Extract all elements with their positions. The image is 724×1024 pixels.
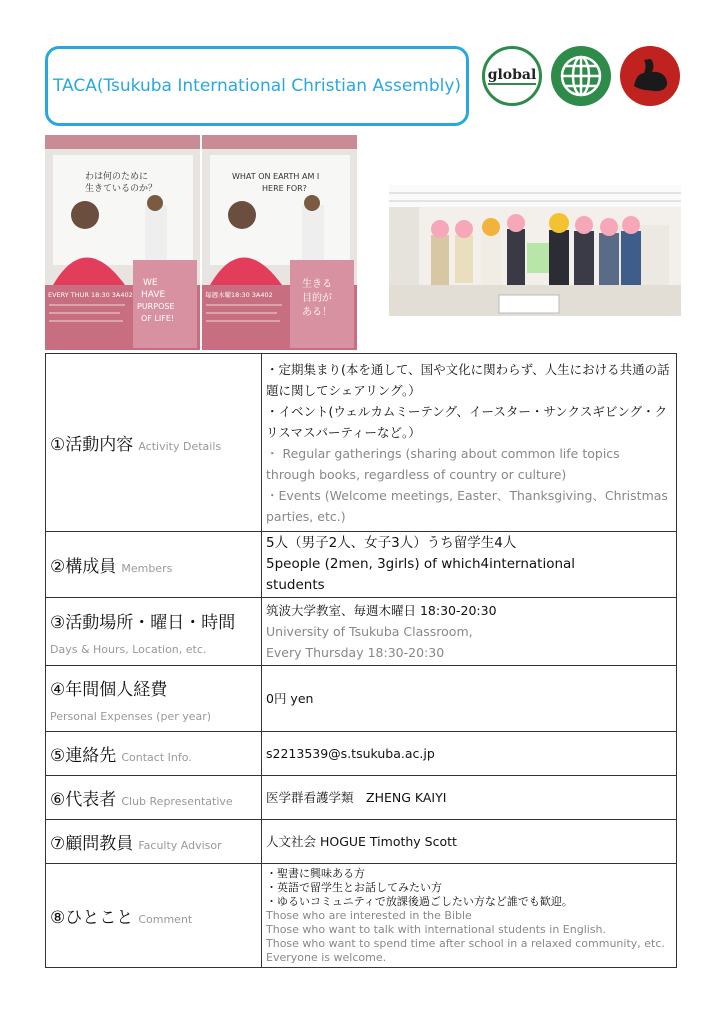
muscle-badge — [620, 46, 680, 106]
page-title: TACA(Tsukuba International Christian Assembly) — [52, 76, 462, 96]
location-line: Every Thursday 18:30-20:30 — [266, 645, 445, 660]
comment-cell — [262, 864, 677, 968]
activity-label-cell — [46, 354, 262, 532]
table-row — [46, 532, 677, 598]
members-label-cell — [46, 532, 262, 598]
activity-label-en: Activity Details — [138, 440, 222, 453]
location-label-cell — [46, 598, 262, 666]
representative-label: ⑥代表者 — [50, 790, 117, 810]
table-row — [46, 820, 677, 864]
table-row — [46, 598, 677, 666]
activity-line: ・Events (Welcome meetings, Easter、Thanksgiving、Christmas — [266, 487, 668, 503]
poster-left-sign-1: WE — [143, 278, 158, 288]
location-line: University of Tsukuba Classroom, — [266, 624, 473, 639]
location-cell — [262, 598, 677, 666]
comment-label-cell — [46, 864, 262, 968]
comment-line: ・聖書に興味ある方 — [266, 866, 365, 880]
flexed-bicep-icon — [620, 46, 680, 106]
poster-right-sign-2: 目的が — [302, 293, 332, 304]
table-row — [46, 732, 677, 776]
title-box — [45, 46, 469, 126]
table-row — [46, 776, 677, 820]
location-label: ③活動場所・曜日・時間 — [50, 612, 236, 633]
activity-line: ・ Regular gatherings (sharing about common life topics — [266, 445, 620, 461]
club-info-table — [45, 353, 677, 968]
representative-value: 医学群看護学類 ZHENG KAIYI — [262, 776, 677, 820]
table-row — [46, 354, 677, 532]
comment-line: Those who are interested in the Bible — [266, 908, 472, 922]
contact-value[interactable]: s2213539@s.tsukuba.ac.jp — [262, 732, 677, 776]
expenses-value: 0円 yen — [262, 666, 677, 732]
contact-label: ⑤連絡先 — [50, 746, 117, 766]
comment-line: Everyone is welcome. — [266, 950, 387, 964]
advisor-label-cell — [46, 820, 262, 864]
activity-line: through books, regardless of country or culture) — [266, 466, 567, 482]
comment-line: Those who want to spend time after school in a relaxed community, etc. — [266, 936, 665, 950]
location-label-en: Days & Hours, Location, etc. — [50, 642, 207, 656]
group-photo — [389, 185, 681, 316]
global-badge-label: global — [487, 67, 537, 83]
globe-icon — [551, 46, 611, 106]
activity-label: ①活動内容 — [50, 435, 134, 455]
members-cell — [262, 532, 677, 598]
expenses-label-cell — [46, 666, 262, 732]
representative-label-cell — [46, 776, 262, 820]
members-label: ②構成員 — [50, 557, 117, 577]
activity-line: ・定期集まり(本を通して、国や文化に関わらず、人生における共通の話 — [266, 361, 670, 377]
advisor-value: 人文社会 HOGUE Timothy Scott — [262, 820, 677, 864]
comment-line: ・英語で留学生とお話してみたい方 — [266, 880, 442, 894]
table-row — [46, 666, 677, 732]
poster-left-headline: EVERY THUR 18:30 3A402 — [48, 291, 133, 299]
activity-line: parties, etc.) — [266, 508, 346, 524]
members-line: 5人（男子2人、女子3人）うち留学生4人 — [266, 535, 517, 551]
poster-left-board-line-2: 生きているのか？ — [85, 184, 158, 194]
advisor-label-en: Faculty Advisor — [138, 839, 222, 852]
expenses-label-en: Personal Expenses (per year) — [50, 709, 212, 723]
poster-left-board-line-1: わは何のために — [85, 172, 149, 182]
members-label-en: Members — [121, 562, 173, 575]
poster-right-board-line-2: HERE FOR? — [262, 184, 307, 193]
contact-label-cell — [46, 732, 262, 776]
activity-line: 題に関してシェアリング。） — [266, 382, 421, 398]
members-line: students — [266, 577, 325, 593]
members-line: 5people (2men, 3girls) of which4international — [266, 556, 576, 572]
poster-right-board-line-1: WHAT ON EARTH AM I — [232, 172, 320, 181]
poster-english — [45, 135, 200, 350]
global-badge — [482, 46, 542, 106]
poster-right-sign-3: ある！ — [302, 307, 332, 318]
poster-left-sign-2: HAVE — [141, 290, 166, 300]
expenses-label: ④年間個人経費 — [50, 679, 168, 700]
globe-badge — [551, 46, 611, 106]
activity-details-cell — [262, 354, 677, 532]
activity-line: リスマスパーティーなど。） — [266, 424, 421, 440]
comment-line: ・ゆるいコミュニティで放課後過ごしたい方など誰でも歓迎。 — [266, 894, 573, 908]
poster-right-headline: 毎週木曜18:30 3A402 — [205, 291, 273, 299]
table-row — [46, 864, 677, 968]
comment-label-en: Comment — [138, 913, 193, 926]
poster-left-sign-3: PURPOSE — [137, 302, 175, 311]
advisor-label: ⑦顧問教員 — [50, 834, 134, 854]
poster-right-sign-1: 生きる — [302, 279, 332, 290]
comment-label: ⑧ひとこと — [50, 908, 134, 928]
poster-left-sign-4: OF LIFE! — [141, 314, 175, 323]
representative-label-en: Club Representative — [121, 795, 233, 808]
contact-label-en: Contact Info. — [121, 751, 192, 764]
poster-japanese — [202, 135, 357, 350]
comment-line: Those who want to talk with international students in English. — [266, 922, 607, 936]
activity-line: ・イベント(ウェルカムミーテング、イースター・サンクスギビング・ク — [266, 403, 668, 419]
location-line: 筑波大学教室、毎週木曜日 18:30-20:30 — [266, 603, 497, 618]
